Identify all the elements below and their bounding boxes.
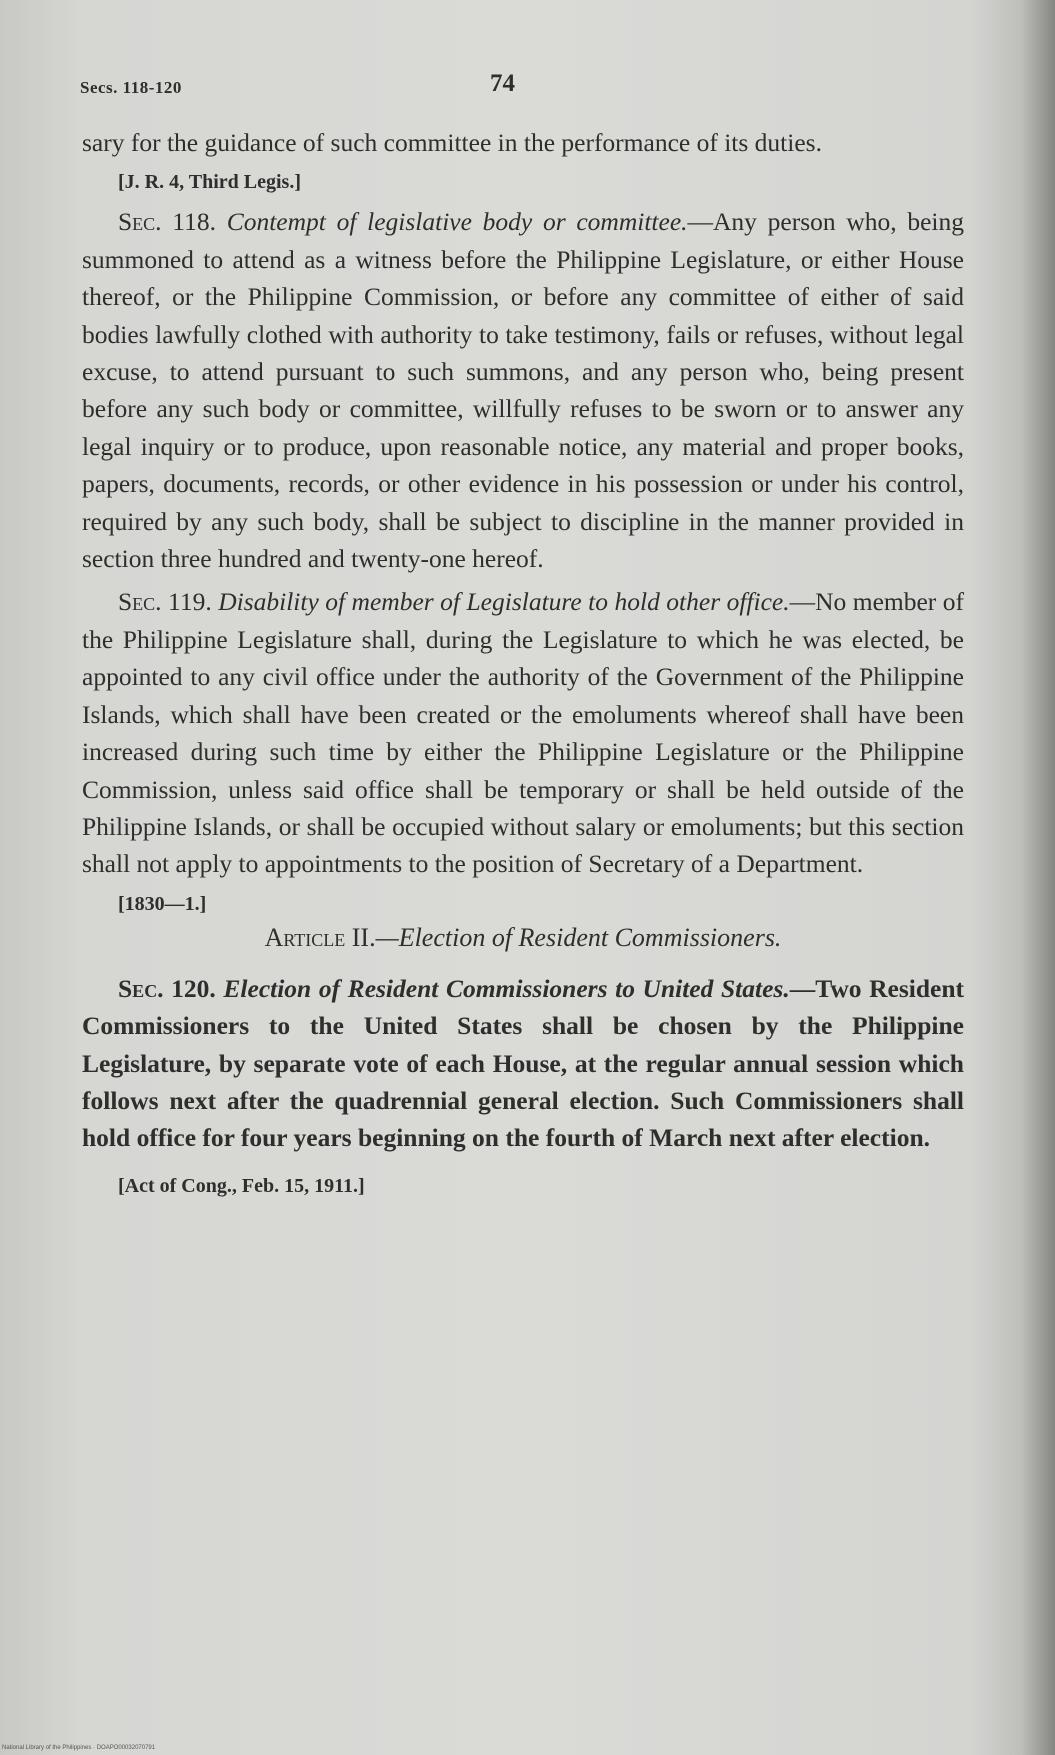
section-title: Contempt of legislative body or committee. xyxy=(226,207,688,237)
section-label: Sec. 118. xyxy=(118,207,216,237)
source-note: [Act of Cong., Feb. 15, 1911.] xyxy=(118,1174,365,1197)
section-118 xyxy=(82,203,964,577)
page-number: 74 xyxy=(490,70,515,97)
book-spine-shadow xyxy=(1021,0,1055,1755)
article-label: Article II. xyxy=(264,922,376,952)
page-text xyxy=(82,124,964,1201)
section-text: —No member of the Philippine Legislature shall, during the Legislature to which he was elected, be appointed to any civil office under the authority of the Government of the Philippine Islands, which shall have been created or the emoluments whereof shall have been increased during such time by either the Philippine Legislature or the Philippine Commission, unless said office shall be temporary or shall be held outside of the Philippine Islands, or shall be occupied without salary or emoluments; but this section shall not apply to appointments to the position of Secretary of a Department. xyxy=(82,587,965,879)
section-label: Sec. 120. xyxy=(118,973,216,1003)
article-title: —Election of Resident Commissioners. xyxy=(375,922,782,952)
section-text: —Two Resident Commissioners to the United States shall be chosen by the Philippine Legislature, by separate vote of each House, at the regular annual session which follows next after the quadrennial general election. Such Commissioners shall hold office for four years beginning on the fourth of March next after election. xyxy=(82,973,965,1153)
section-title: Disability of member of Legislature to hold other office. xyxy=(218,587,790,617)
article-heading xyxy=(82,919,964,956)
continuation-paragraph: sary for the guidance of such committee in the performance of its duties. xyxy=(82,128,822,157)
section-label: Sec. 119. xyxy=(118,587,212,617)
source-note: [J. R. 4, Third Legis.] xyxy=(118,171,301,194)
section-119 xyxy=(82,583,964,882)
section-range: Secs. 118-120 xyxy=(80,78,182,97)
source-note: [1830—1.] xyxy=(118,892,207,915)
scan-footer: National Library of the Philippines · DOAPO00032070791 xyxy=(2,1745,156,1751)
section-title: Election of Resident Commissioners to United States. xyxy=(223,973,790,1003)
section-120 xyxy=(82,970,964,1157)
section-text: —Any person who, being summoned to attend as a witness before the Philippine Legislature, or either House thereof, or the Philippine Commission, or before any committee of either of said bodies lawfully clothed with authority to take testimony, fails or refuses, without legal excuse, to attend pursuant to such summons, and any person who, being present before any such body or committee, willfully refuses to be sworn or to answer any legal inquiry or to produce, upon reasonable notice, any material and proper books, papers, documents, records, or other evidence in his possession or under his control, required by any such body, shall be subject to discipline in the manner provided in section three hundred and twenty-one hereof. xyxy=(82,207,965,574)
running-head xyxy=(80,70,960,110)
